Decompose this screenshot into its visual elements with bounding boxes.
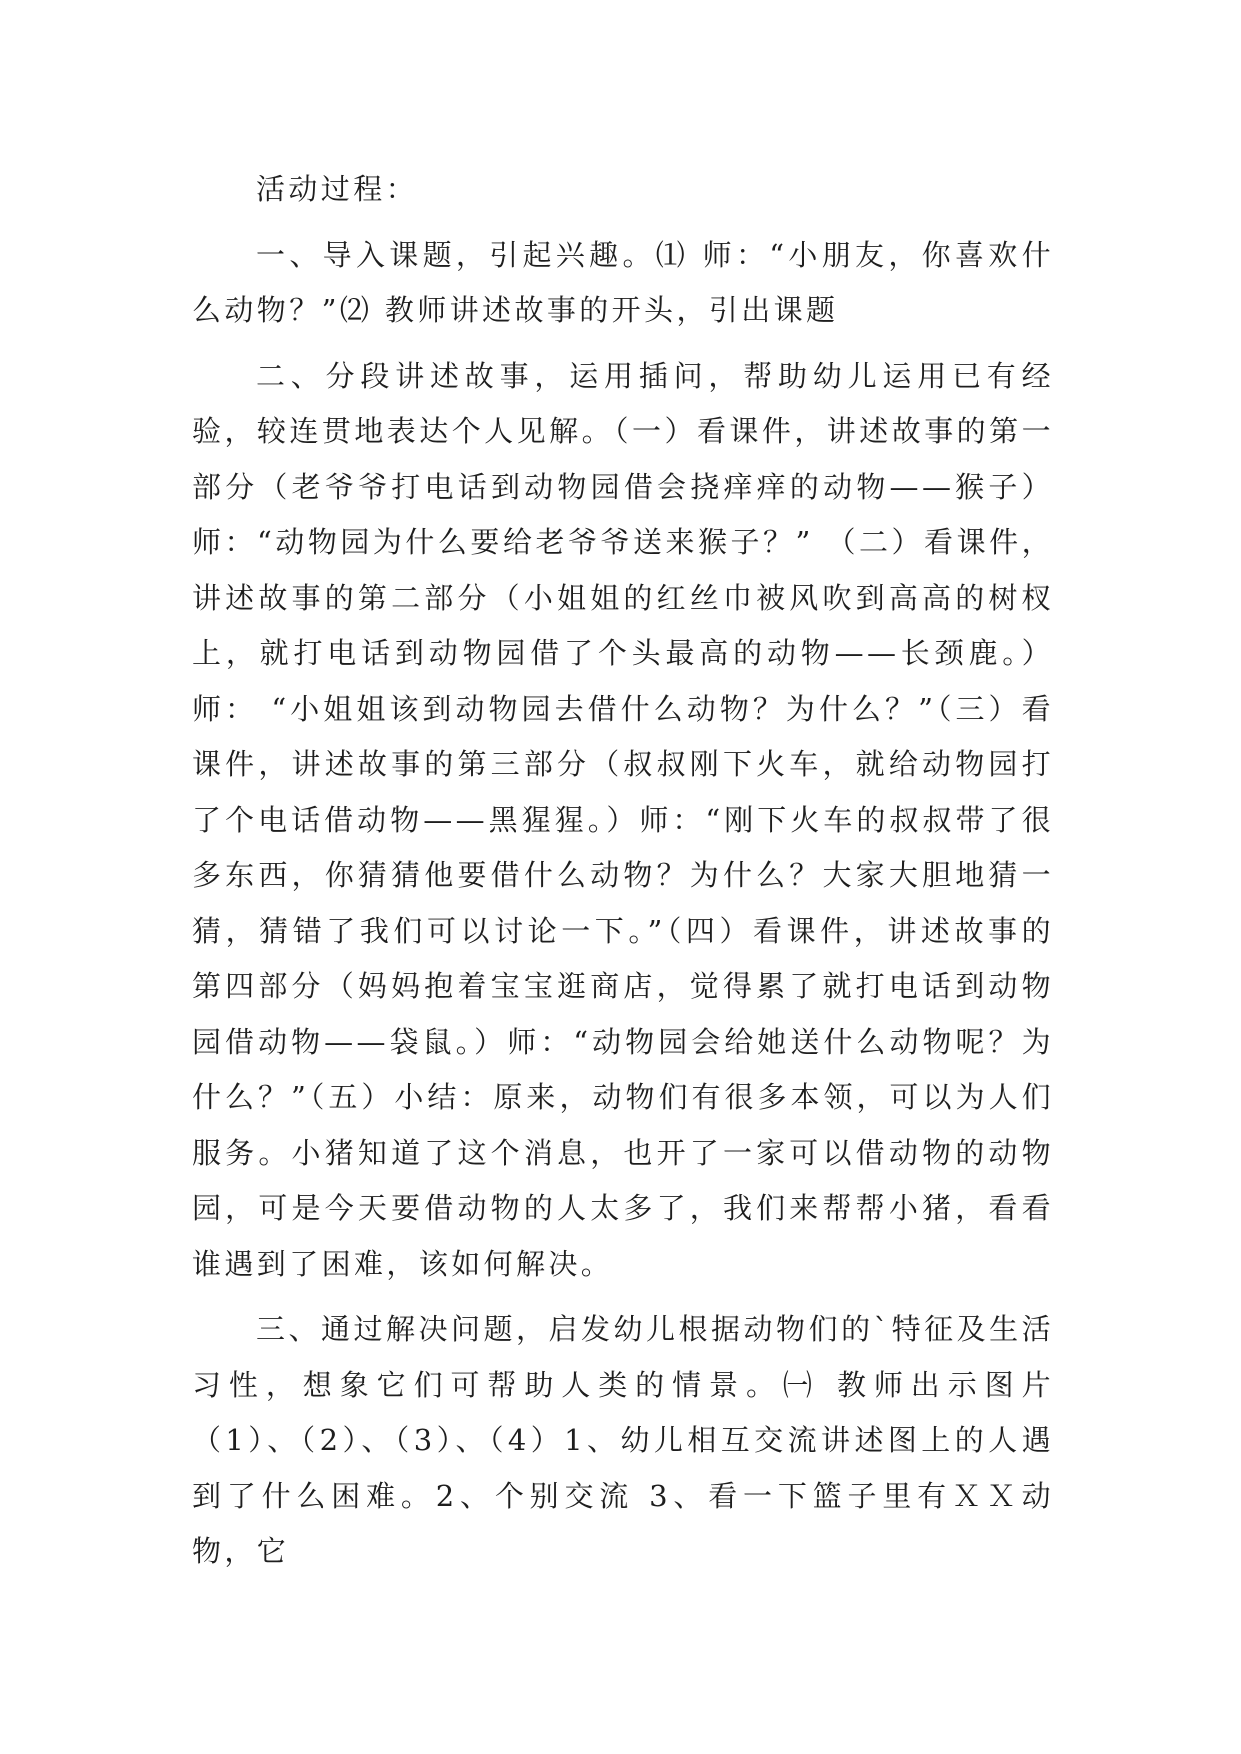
paragraph-activity-process: 活动过程： [256, 172, 419, 206]
paragraph-section-one: 一、导入课题，引起兴趣。⑴ 师：“小朋友，你喜欢什么动物？”⑵ 教师讲述故事的开头，引出课题 [192, 237, 1054, 327]
paragraph-section-three: 三、通过解决问题，启发幼儿根据动物们的`特征及生活习性，想象它们可帮助人类的情景。㈠ 教师出示图片（1）、（2）、（3）、（4）1、幼儿相互交流讲述图上的人遇到了什么困难。2、个别交流 3、看一下篮子里有ＸＸ动物，它 [192, 1312, 1054, 1568]
document-body [192, 162, 1054, 1580]
paragraph-section-two: 二、分段讲述故事，运用插问，帮助幼儿运用已有经验，较连贯地表达个人见解。（一）看课件，讲述故事的第一部分（老爷爷打电话到动物园借会挠痒痒的动物——猴子）师：“动物园为什么要给老爷爷送来猴子？” （二）看课件，讲述故事的第二部分（小姐姐的红丝巾被风吹到高高的树杈上，就打电话到动物园借了个头最高的动物——长颈鹿。）师： “小姐姐该到动物园去借什么动物？为什么？”（三）看课件，讲述故事的第三部分（叔叔刚下火车，就给动物园打了个电话借动物——黑猩猩。）师：“刚下火车的叔叔带了很多东西，你猜猜他要借什么动物？为什么？大家大胆地猜一猜，猜错了我们可以讨论一下。”（四）看课件，讲述故事的第四部分（妈妈抱着宝宝逛商店，觉得累了就打电话到动物园借动物——袋鼠。）师：“动物园会给她送什么动物呢？为什么？”（五）小结：原来，动物们有很多本领，可以为人们服务。小猪知道了这个消息，也开了一家可以借动物的动物园，可是今天要借动物的人太多了，我们来帮帮小猪，看看谁遇到了困难，该如何解决。 [192, 358, 1054, 1281]
